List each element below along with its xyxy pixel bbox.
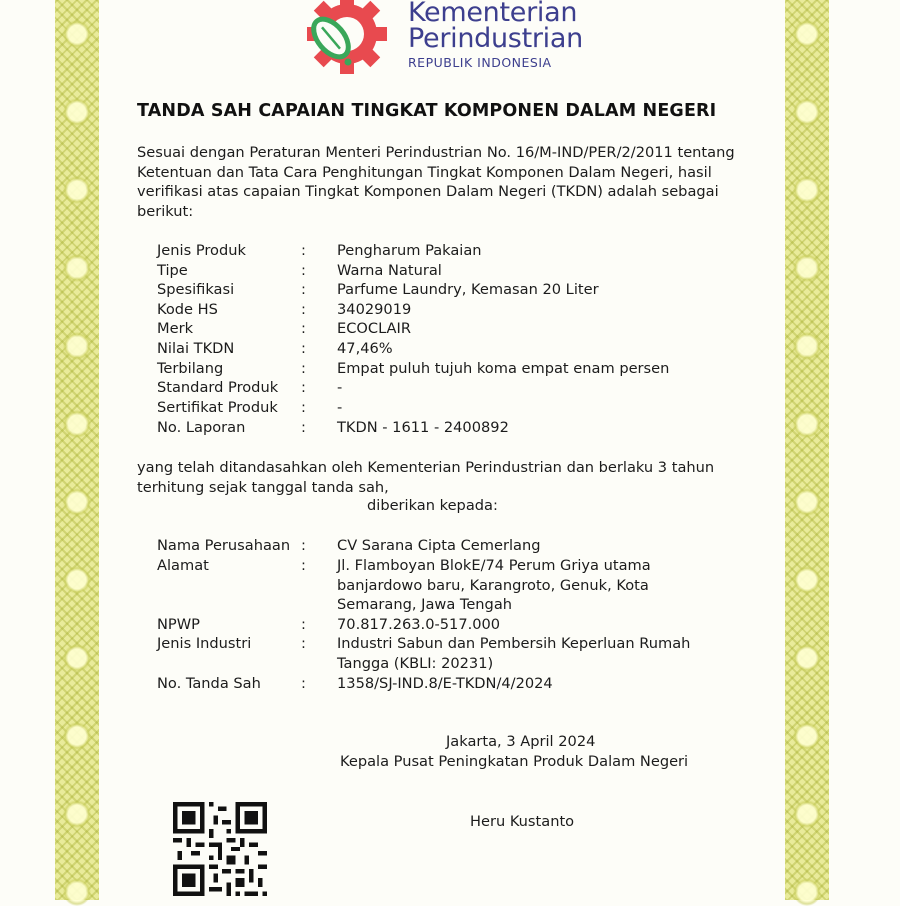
right-decorative-border	[785, 0, 829, 900]
product-value: Warna Natural	[337, 262, 442, 279]
border-emblem	[63, 800, 91, 828]
border-emblem	[63, 644, 91, 672]
border-emblem	[63, 332, 91, 360]
left-decorative-border	[55, 0, 99, 900]
intro-paragraph: Sesuai dengan Peraturan Menteri Perindustrian No. 16/M-IND/PER/2/2011 tentang Ketentuan dan Tata Cara Penghitungan Tingkat Komponen Dalam Negeri, hasil verifikasi atas capaian Tingkat Komponen Dalam Negeri (TKDN) adalah sebagai berikut:	[137, 144, 735, 220]
border-emblem	[793, 176, 821, 204]
ministry-name-line1: Kementerian	[408, 0, 578, 28]
colon: :	[301, 242, 306, 259]
product-label: Terbilang	[157, 360, 224, 377]
product-label: Standard Produk	[157, 379, 279, 396]
product-label: Nilai TKDN	[157, 340, 235, 357]
product-label: No. Laporan	[157, 419, 246, 436]
product-value: ECOCLAIR	[337, 320, 411, 337]
border-emblem	[63, 98, 91, 126]
border-emblem	[63, 488, 91, 516]
product-label: Spesifikasi	[157, 281, 235, 298]
colon: :	[301, 537, 306, 554]
validity-paragraph: yang telah ditandasahkan oleh Kementerian Perindustrian dan berlaku 3 tahun terhitung sejak tanggal tanda sah,	[137, 459, 715, 496]
place-date: Jakarta, 3 April 2024	[446, 733, 596, 750]
border-emblem	[793, 644, 821, 672]
product-value: Pengharum Pakaian	[337, 242, 482, 259]
product-label: Sertifikat Produk	[157, 399, 278, 416]
colon: :	[301, 301, 306, 318]
colon: :	[301, 360, 306, 377]
border-emblem	[63, 722, 91, 750]
company-value: Jl. Flamboyan BlokE/74 Perum Griya utama banjardowo baru, Karangroto, Genuk, Kota Semarang, Jawa Tengah	[337, 557, 651, 614]
qr-code-icon[interactable]	[173, 802, 267, 896]
border-emblem	[63, 254, 91, 282]
company-value: 70.817.263.0-517.000	[337, 616, 501, 633]
colon: :	[301, 419, 306, 436]
company-label: Nama Perusahaan	[157, 537, 291, 554]
border-emblem	[793, 98, 821, 126]
company-value: CV Sarana Cipta Cemerlang	[337, 537, 541, 554]
colon: :	[301, 399, 306, 416]
given-to-text: diberikan kepada:	[367, 497, 498, 514]
colon: :	[301, 635, 306, 652]
product-label: Jenis Produk	[157, 242, 246, 259]
border-emblem	[63, 20, 91, 48]
border-emblem	[63, 176, 91, 204]
company-label: Jenis Industri	[157, 635, 252, 652]
product-value: Empat puluh tujuh koma empat enam persen	[337, 360, 670, 377]
border-emblem	[793, 410, 821, 438]
colon: :	[301, 616, 306, 633]
border-emblem	[63, 566, 91, 594]
border-emblem	[793, 800, 821, 828]
border-emblem	[793, 878, 821, 906]
border-emblem	[63, 878, 91, 906]
colon: :	[301, 557, 306, 574]
product-label: Kode HS	[157, 301, 218, 318]
border-emblem	[793, 20, 821, 48]
colon: :	[301, 379, 306, 396]
company-value: 1358/SJ-IND.8/E-TKDN/4/2024	[337, 675, 553, 692]
border-emblem	[63, 410, 91, 438]
border-emblem	[793, 566, 821, 594]
product-value: Parfume Laundry, Kemasan 20 Liter	[337, 281, 599, 298]
ministry-name-line2: Perindustrian	[408, 23, 583, 54]
product-label: Merk	[157, 320, 194, 337]
signer-name: Heru Kustanto	[470, 813, 575, 830]
colon: :	[301, 320, 306, 337]
product-value: 34029019	[337, 301, 412, 318]
document-title: TANDA SAH CAPAIAN TINGKAT KOMPONEN DALAM NEGERI	[137, 101, 717, 121]
ministry-country: REPUBLIK INDONESIA	[408, 55, 552, 70]
company-label: NPWP	[157, 616, 200, 633]
company-label: No. Tanda Sah	[157, 675, 261, 692]
company-value: Industri Sabun dan Pembersih Keperluan Rumah Tangga (KBLI: 20231)	[337, 635, 691, 672]
product-value: -	[337, 379, 343, 396]
border-emblem	[793, 254, 821, 282]
border-emblem	[793, 332, 821, 360]
product-value: 47,46%	[337, 340, 393, 357]
signer-office: Kepala Pusat Peningkatan Produk Dalam Negeri	[340, 753, 689, 770]
colon: :	[301, 262, 306, 279]
border-emblem	[793, 722, 821, 750]
company-label: Alamat	[157, 557, 209, 574]
product-value: TKDN - 1611 - 2400892	[337, 419, 509, 436]
border-emblem	[793, 488, 821, 516]
colon: :	[301, 281, 306, 298]
product-value: -	[337, 399, 343, 416]
colon: :	[301, 675, 306, 692]
colon: :	[301, 340, 306, 357]
product-label: Tipe	[157, 262, 188, 279]
